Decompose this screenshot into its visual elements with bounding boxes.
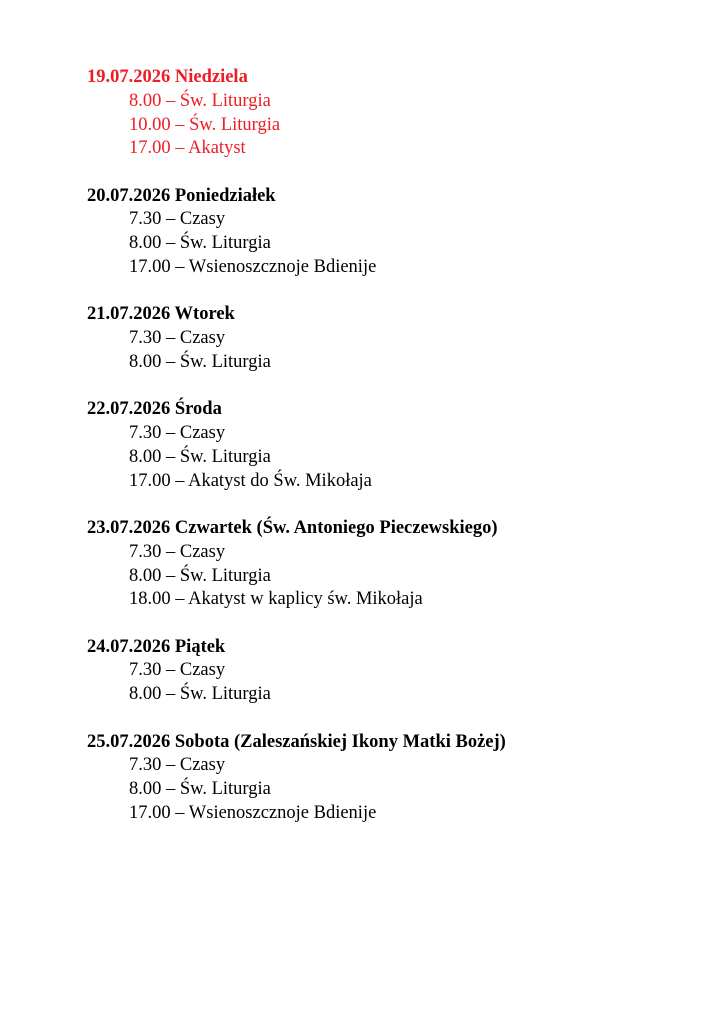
service-entry: 7.30 – Czasy <box>129 209 226 230</box>
service-entry: 8.00 – Św. Liturgia <box>129 779 271 800</box>
service-entry: 7.30 – Czasy <box>129 541 226 562</box>
service-schedule <box>87 66 707 849</box>
day-block <box>87 66 707 161</box>
day-heading: 21.07.2026 Wtorek <box>87 304 235 325</box>
service-entry: 8.00 – Św. Liturgia <box>129 233 271 254</box>
day-block <box>87 517 707 612</box>
service-entry: 17.00 – Wsienoszcznoje Bdienije <box>129 257 377 278</box>
service-entry: 7.30 – Czasy <box>129 328 226 349</box>
service-entry: 18.00 – Akatyst w kaplicy św. Mikołaja <box>129 589 423 610</box>
day-block <box>87 731 707 826</box>
day-heading: 19.07.2026 Niedziela <box>87 67 248 87</box>
service-entry: 8.00 – Św. Liturgia <box>129 351 271 372</box>
service-entry: 8.00 – Św. Liturgia <box>129 565 271 586</box>
service-entry: 17.00 – Wsienoszcznoje Bdienije <box>129 802 377 823</box>
service-entry: 8.00 – Św. Liturgia <box>129 684 271 705</box>
service-entry: 17.00 – Akatyst do Św. Mikołaja <box>129 470 372 491</box>
service-entry: 8.00 – Św. Liturgia <box>129 90 271 111</box>
service-entry: 7.30 – Czasy <box>129 660 226 681</box>
service-entry: 7.30 – Czasy <box>129 423 226 444</box>
day-block <box>87 398 707 493</box>
service-entry: 10.00 – Św. Liturgia <box>129 114 281 135</box>
service-entry: 7.30 – Czasy <box>129 755 226 776</box>
day-block <box>87 303 707 374</box>
day-heading: 25.07.2026 Sobota (Zaleszańskiej Ikony Matki Bożej) <box>87 731 506 752</box>
service-entry: 17.00 – Akatyst <box>129 138 246 159</box>
day-heading: 20.07.2026 Poniedziałek <box>87 185 276 206</box>
day-heading: 23.07.2026 Czwartek (Św. Antoniego Pieczewskiego) <box>87 517 498 538</box>
day-block <box>87 636 707 707</box>
day-heading: 22.07.2026 Środa <box>87 399 222 420</box>
service-entry: 8.00 – Św. Liturgia <box>129 446 271 467</box>
day-block <box>87 185 707 280</box>
day-heading: 24.07.2026 Piątek <box>87 636 226 657</box>
